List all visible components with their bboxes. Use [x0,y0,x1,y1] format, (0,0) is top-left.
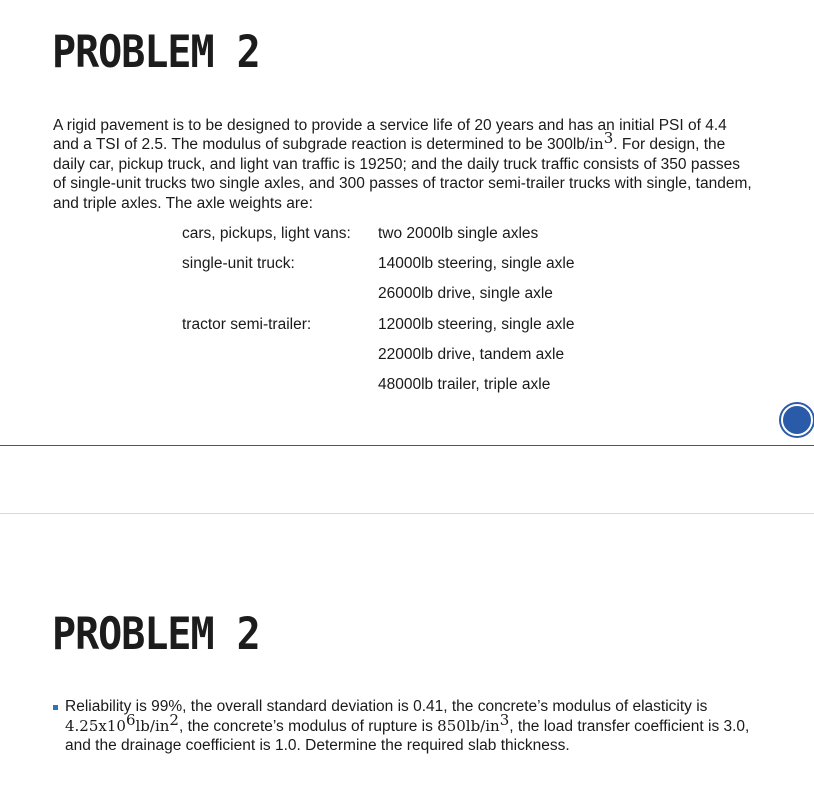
vehicle-label: cars, pickups, light vans: [182,225,351,242]
slide-divider [0,445,814,446]
bullet-text [65,697,763,756]
problem-statement [53,116,753,213]
rupture-value: 850lb/in [437,716,500,735]
bullet-text-part-3: , the load transfer coefficient is 3.0, and the drainage coefficient is 1.0. Determine the required slab thickness. [65,717,750,755]
axle-value: 12000lb steering, single axle [378,315,575,333]
bullet-icon [53,705,58,710]
problem-text-part-1: A rigid pavement is to be designed to provide a service life of 20 years and has an initial PSI of 4.4 and a TSI of 2.5. The modulus of subgrade reaction is determined to be 300lb/ [53,117,727,154]
slide-1-title: PROBLEM 2 [52,26,260,79]
problem-text-part-2: . For design, the daily car, pickup truck, and light van traffic is 19250; and the daily truck traffic consists of 350 passes of single-unit trucks two single axles, and 300 passes of tractor semi-trailer trucks with single, tandem, and triple axles. The axle weights are: [53,136,752,212]
axle-value: 26000lb drive, single axle [378,285,553,303]
slide-separator [0,513,814,514]
vehicle-label: single-unit truck: [182,255,295,273]
elasticity-exponent: 6 [125,710,136,729]
unit-base: in [589,135,604,154]
slide-2 [0,515,814,793]
slide-2-title: PROBLEM 2 [52,608,260,661]
axle-value: 22000lb drive, tandem axle [378,345,565,363]
bullet-text-part-1: Reliability is 99%, the overall standard deviation is 0.41, the concrete’s modulus of elasticity is [65,698,708,715]
vehicle-label: tractor semi-trailer: [182,315,312,333]
rupture-exponent: 3 [499,710,510,729]
circle-icon [781,404,813,436]
bullet-text-part-2: , the concrete’s modulus of rupture is [178,717,438,735]
elasticity-unit: lb/in [135,716,170,735]
bullet-item [53,697,763,756]
unit-exponent: 3 [603,129,614,148]
elasticity-unit-exponent: 2 [169,710,179,729]
axle-value: 48000lb trailer, triple axle [378,375,551,393]
elasticity-base: 4.25x10 [65,716,126,735]
axle-value: 14000lb steering, single axle [378,255,575,273]
axle-value: two 2000lb single axles [378,225,539,242]
